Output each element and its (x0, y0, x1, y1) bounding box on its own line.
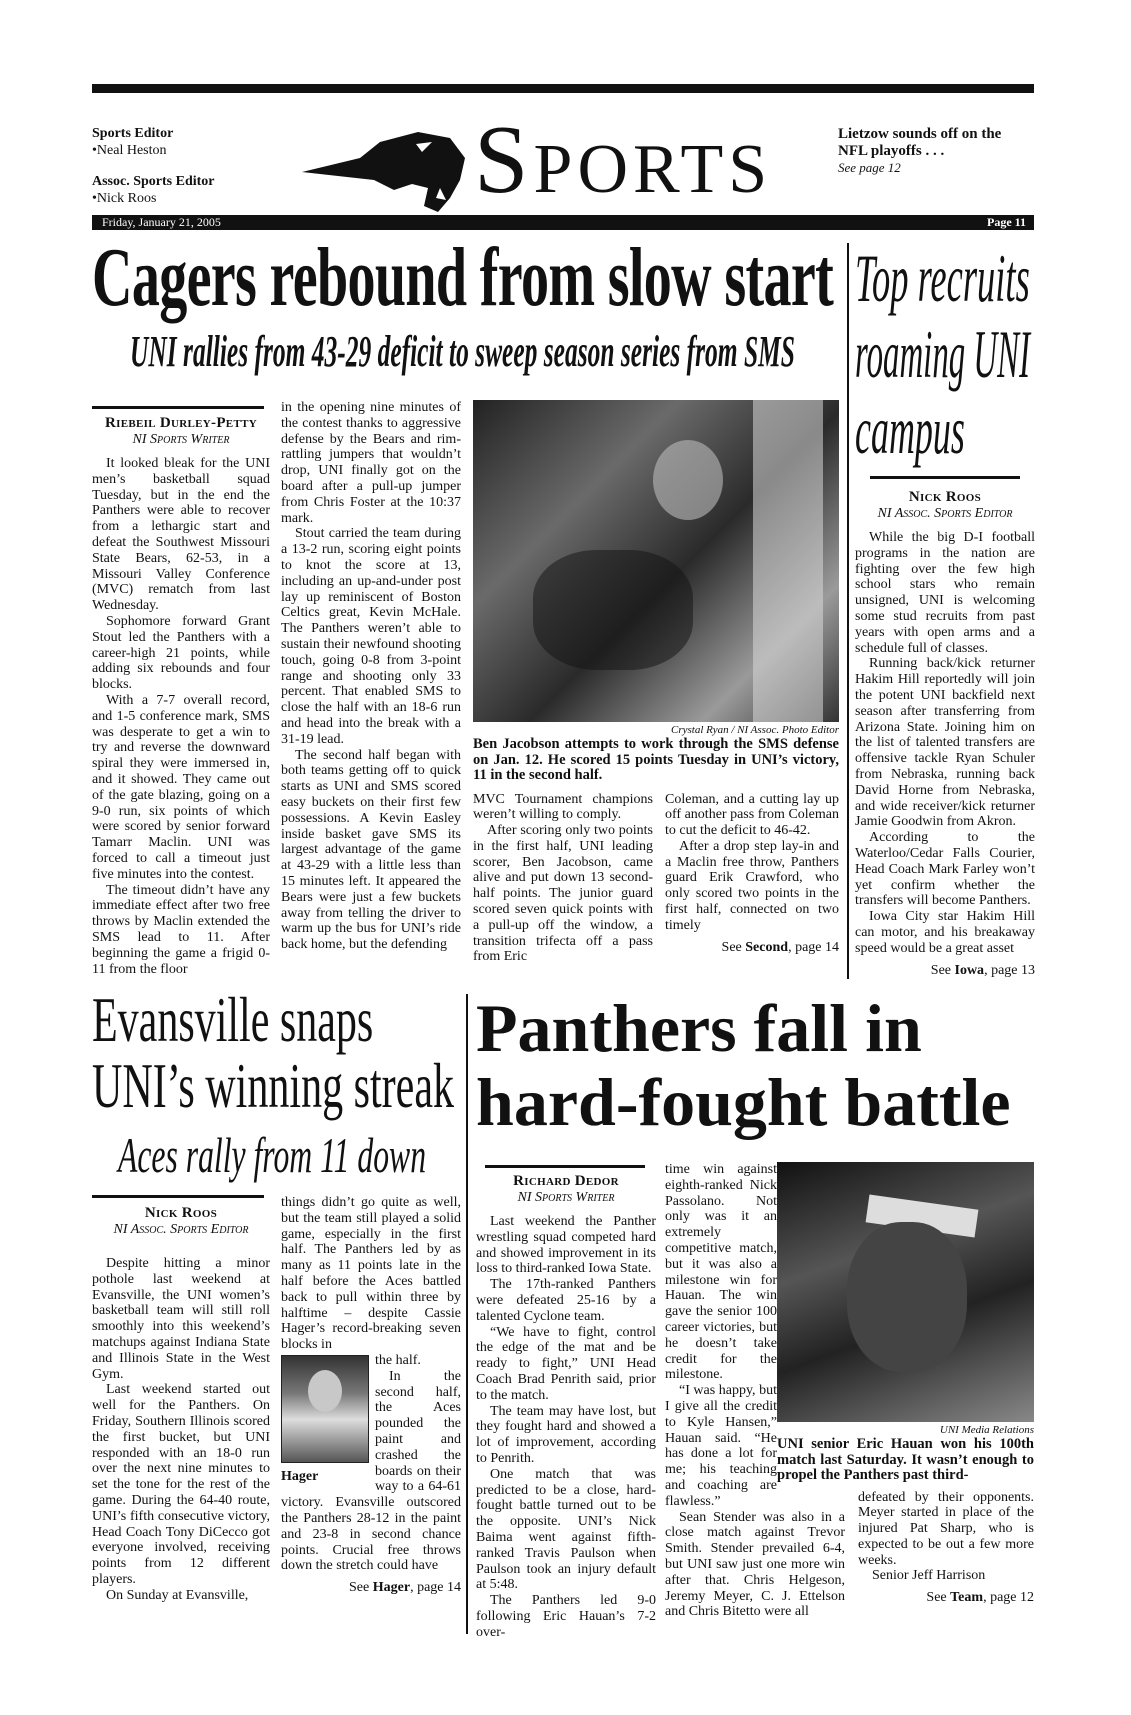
jump-suffix: , page 12 (983, 1590, 1034, 1606)
lead-photo-block (473, 400, 839, 965)
paragraph: MVC Tournament champions weren’t willing to comply. (473, 791, 653, 823)
section-title (474, 106, 773, 214)
byline-title: NI Sports Writer (132, 432, 230, 447)
wrestling-column-1-block (476, 1165, 656, 1641)
paragraph: Senior Jeff Harrison (872, 1568, 986, 1584)
lead-photo-caption: Ben Jacobson attempts to work through the SMS defense on Jan. 12. He scored 15 points Tuesday in UNI’s victory, 11 in the second half. (473, 736, 839, 783)
byline-name: Riebeil Durley-Petty (105, 415, 257, 431)
paragraph: Sean Stender was also in a close match against Trevor Smith. Stender prevailed 6-4, but UNI saw just one more win after that. Chris Helgeson, Jeremy Meyer, C. J. Ettelson and Chris Bitetto were all (665, 1509, 845, 1620)
lead-column-3 (473, 792, 653, 966)
paragraph: Running back/kick returner Hakim Hill reportedly will join the potent UNI backfield next season after transferring from Arizona State. Joining him on the list of talented transfers are offensive tackle Ryan Schuler from Nebraska, running back David Horne from Nebraska, and wide receiver/kick returner Jamie Goodwin from Akron. (855, 656, 1035, 830)
recruits-headline-line: campus (855, 392, 965, 468)
issue-date: Friday, January 21, 2005 (102, 215, 221, 229)
lead-column-1 (92, 456, 270, 977)
lead-jump-link[interactable] (665, 940, 839, 956)
womens-byline (92, 1205, 270, 1238)
wrestling-photo-caption: UNI senior Eric Hauan won his 100th match last Saturday. It wasn’t enough to propel the Panthers past third- (777, 1436, 1034, 1483)
paragraph: time win against eighth-ranked Nick Passolano. Not only was it an extremely competitive match, but it was also a milestone win for Hauan. The win gave the senior 100 career victories, but he doesn’t take credit for the milestone. (665, 1162, 777, 1383)
panther-head-logo-icon (300, 128, 470, 214)
lead-column-4 (665, 792, 839, 934)
wrestling-photo-credit: UNI Media Relations (939, 1424, 1034, 1436)
jump-prefix: See (930, 962, 955, 978)
byline-rule (870, 476, 1020, 479)
womens-headline-line: Evansville snaps (92, 984, 374, 1055)
lead-column-1-block (92, 406, 270, 977)
paragraph: The Panthers led 9-0 following Eric Hauan’s 7-2 over- (476, 1593, 656, 1640)
wrestling-photo-block (777, 1162, 1034, 1606)
teaser-page-ref: See page 12 (838, 160, 901, 175)
paragraph: the half. (375, 1352, 421, 1368)
section-title-initial: S (474, 106, 534, 214)
jump-prefix: See (926, 1590, 951, 1606)
paragraph: It looked bleak for the UNI men’s basketball squad Tuesday, but in the end the Panthers were able to recover from a lethargic start and defeat the Southwest Missouri State Bears, 62-53, in a Missouri Valley Conference (MVC) rematch from last Wednesday. (92, 456, 270, 614)
byline-name: Richard Dedor (513, 1173, 619, 1189)
paragraph: “We have to fight, control the edge of the mat and be ready to fight,” UNI Head Coach Brad Penrith said, prior to the match. (476, 1324, 656, 1403)
jump-keyword: Hager (372, 1580, 411, 1596)
paragraph: defeated by their opponents. Meyer started in place of the injured Pat Sharp, who is expected to be out a few more weeks. (858, 1489, 1034, 1568)
womens-jump-link[interactable] (281, 1580, 461, 1596)
lead-column-2 (281, 400, 461, 953)
recruits-headline (855, 240, 1035, 468)
byline-title: NI Assoc. Sports Editor (113, 1222, 249, 1237)
byline-rule (92, 1195, 264, 1198)
wrestling-headline (476, 991, 1011, 1139)
paragraph: in the opening nine minutes of the contest thanks to aggressive defense by the Bears and rim-rattling jumpers that wouldn’t drop, UNI finally got on the board after a pull-up jumper from Chris Foster at the 10:37 mark. (281, 400, 461, 526)
paragraph: In the second half, the Aces pounded the paint and crashed the boards on their way to a 64-61 victory. Evansville outscored the Panthers 28-12 in the paint and 23-8 in second chance points. Crucial free throws down the stretch could have (281, 1368, 461, 1574)
paragraph: The team may have lost, but they fought hard and showed a lot of improvement, according to Penrith. (476, 1403, 656, 1466)
editor-credits (92, 125, 292, 207)
paragraph: Sophomore forward Grant Stout led the Panthers with a career-high 21 points, while adding six rebounds and four blocks. (92, 613, 270, 693)
jump-suffix: , page 14 (410, 1580, 461, 1596)
hager-photo-caption: Hager (281, 1468, 319, 1484)
wrestling-column-1 (476, 1214, 656, 1641)
paragraph: Last weekend the Panther wrestling squad competed hard and showed improvement in its loss to third-ranked Iowa State. (476, 1214, 656, 1277)
paragraph: The 17th-ranked Panthers were defeated 25-16 by a talented Cyclone team. (476, 1277, 656, 1324)
date-bar (92, 215, 1034, 230)
womens-column-2 (281, 1195, 461, 1574)
section-title-rest: PORTS (533, 131, 773, 208)
recruits-block (855, 476, 1035, 979)
paragraph: One match that was predicted to be a close, hard-fought battle turned out to be the opposite. UNI’s Nick Baima went against fifth-ranked Travis Paulson when Paulson took an injury default at 5:48. (476, 1466, 656, 1593)
paragraph: After scoring only two points in the first half, UNI leading scorer, Ben Jacobson, came alive and put down 13 second-half points. The junior guard scored seven quick points with a pull-up off the window, a transition trifecta off a pass from Eric (473, 823, 653, 965)
wrestling-photo (777, 1162, 1034, 1422)
column-divider (466, 994, 468, 1634)
jump-prefix: See (349, 1580, 373, 1596)
paragraph: things didn’t go quite as well, but the team still played a solid game, especially in the first half. The Panthers led by as many as 11 points late in the half before the Aces battled back to pull within three by halftime – despite Cassie Hager’s record-breaking seven blocks in (281, 1195, 461, 1353)
top-rule (92, 84, 1034, 93)
womens-subhead-text: Aces rally from 11 down (118, 1127, 427, 1183)
paragraph: On Sunday at Evansville, (106, 1587, 249, 1603)
editor-name: •Neal Heston (92, 143, 167, 158)
paragraph: The timeout didn’t have any immediate effect after two free throws by Maclin extended the SMS lead to 11. After beginning the game a frigid 0-11 from the floor (92, 882, 270, 977)
womens-headline-line: UNI’s winning streak (92, 1050, 455, 1121)
recruits-headline-line: roaming UNI (855, 316, 1031, 392)
hager-photo-block (281, 1355, 369, 1485)
wrestling-jump-link[interactable] (858, 1590, 1034, 1606)
paragraph: Stout carried the team during a 13-2 run, scoring eight points to knot the score at 13, including an up-and-under post lay up reminiscent of Boston Celtics great, Kevin McHale. The Panthers weren’t able to sustain their newfound shooting touch, going 0-8 from 3-point range and shooting only 33 percent. That enabled SMS to close the half with an 18-6 run and head into the break with a 31-19 lead. (281, 526, 461, 747)
recruits-jump-link[interactable] (855, 963, 1035, 979)
byline-name: Nick Roos (144, 1205, 218, 1221)
byline-title: NI Assoc. Sports Editor (877, 506, 1013, 521)
wrestling-headline-line: Panthers fall in (476, 990, 922, 1066)
paragraph: With a 7-7 overall record, and 1-5 conference mark, SMS was desperate to get a win to try and reverse the downward spiral they were immersed in, and it showed. They came out of the gate blazing, going on a 9-0 run, six points of which were scored by senior forward Tamarr Maclin. UNI was forced to call a timeout just five minutes into the contest. (92, 692, 270, 882)
wrestling-byline (476, 1173, 656, 1206)
byline-title: NI Sports Writer (517, 1190, 615, 1205)
paragraph: “I was happy, but I give all the credit to Kyle Hansen,” Hauan said. “He has done a lot for me; his teaching and coaching are flawless.” (665, 1383, 777, 1509)
hager-photo (281, 1355, 369, 1463)
wrestling-headline-line: hard-fought battle (476, 1064, 1011, 1140)
recruits-headline-line: Top recruits (855, 240, 1030, 316)
teaser-headline[interactable]: Lietzow sounds off on the NFL playoffs . . . (838, 126, 1002, 159)
jump-suffix: , page 14 (788, 939, 839, 955)
lead-headline-text: Cagers rebound from slow start (92, 231, 834, 324)
lead-subhead-text: UNI rallies from 43-29 deficit to sweep season series from SMS (130, 327, 795, 376)
assoc-editor-title: Assoc. Sports Editor (92, 174, 215, 189)
jump-keyword: Iowa (954, 962, 985, 978)
recruits-column (855, 530, 1035, 957)
womens-column-2-block (281, 1195, 461, 1596)
editor-title: Sports Editor (92, 126, 174, 141)
paragraph: Last weekend started out well for the Panthers. On Friday, Southern Illinois scored the first bucket, but UNI responded with an 18-0 run over the next nine minutes to set the tone for the rest of the game. During the 64-40 route, UNI’s fifth consecutive victory, Head Coach Tony DiCecco got everyone involved, receiving points from 12 different players. (92, 1382, 270, 1587)
paragraph: While the big D-I football programs in the nation are fighting over the few high school stars who remain unsigned, UNI is welcoming some stud recruits from past years with open arms and a schedule full of classes. (855, 530, 1035, 656)
byline-rule (485, 1165, 645, 1168)
jump-suffix: , page 13 (984, 962, 1035, 978)
teaser (838, 126, 1028, 175)
recruits-byline (855, 489, 1035, 522)
column-divider (847, 243, 849, 979)
lead-byline (92, 415, 270, 448)
lead-photo (473, 400, 839, 722)
byline-name: Nick Roos (908, 489, 982, 505)
jump-keyword: Second (745, 939, 789, 955)
page-number: Page 11 (987, 215, 1026, 229)
paragraph: Despite hitting a minor pothole last weekend at Evansville, the UNI women’s basketball team will still roll smoothly into this weekend’s matchups against Indiana State and Illinois State in the West Gym. (92, 1256, 270, 1382)
jump-prefix: See (721, 939, 746, 955)
byline-rule (92, 406, 264, 409)
paragraph: Iowa City star Hakim Hill can motor, and his breakaway speed would be a great asset (855, 909, 1035, 956)
paragraph: After a drop step lay-in and a Maclin free throw, Panthers guard Erik Crawford, who only scored two points in the first half, connected on two timely (665, 838, 839, 933)
womens-column-1 (92, 1256, 270, 1604)
womens-column-1-block (92, 1195, 270, 1604)
wrestling-column-3 (858, 1490, 1034, 1585)
assoc-editor-name: •Nick Roos (92, 191, 157, 206)
jump-keyword: Team (950, 1590, 984, 1606)
paragraph: According to the Waterloo/Cedar Falls Courier, Head Coach Mark Farley won’t yet confirm whether the transfers will become Panthers. (855, 830, 1035, 909)
paragraph: Coleman, and a cutting lay up off another pass from Coleman to cut the deficit to 46-42. (665, 791, 839, 839)
lead-photo-credit: Crystal Ryan / NI Assoc. Photo Editor (671, 724, 839, 736)
paragraph: The second half began with both teams getting off to quick starts as UNI and SMS scored easy buckets on their first few possessions. A Kevin Easley inside basket gave SMS its largest advantage of the game at 43-29 with a little less than 15 minutes left. It appeared the Bears were just a few buckets away from telling the driver to warm up the bus for UNI’s ride back home, but the defending (281, 747, 461, 953)
